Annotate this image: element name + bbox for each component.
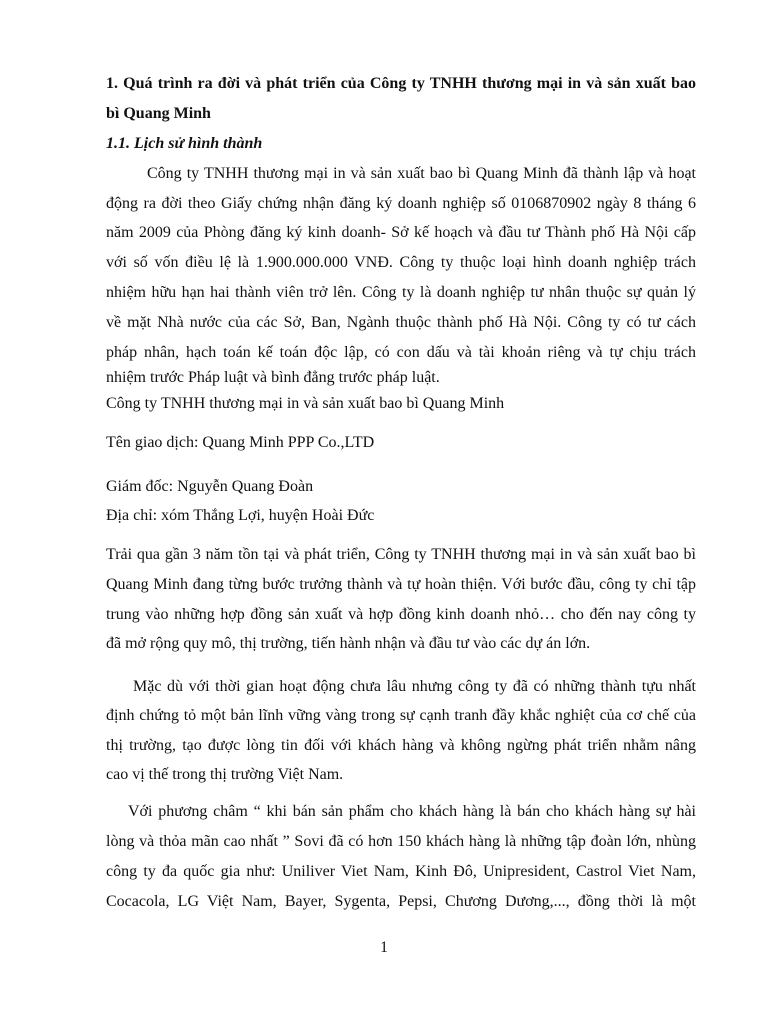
- para3-line-4: cao vị thế trong thị trường Việt Nam.: [106, 766, 344, 783]
- address: Địa chỉ: xóm Thắng Lợi, huyện Hoài Đức: [106, 507, 375, 524]
- para1-line-5: nhiệm hữu hạn hai thành viên trở lên. Công ty là doanh nghiệp tư nhân thuộc sự quản lý: [106, 284, 696, 301]
- para1-line-1: Công ty TNHH thương mại in và sản xuất bao bì Quang Minh đã thành lập và hoạt: [147, 165, 696, 182]
- para3-line-3: thị trường, tạo được lòng tin đối với khách hàng và không ngừng phát triển nhằm nâng: [106, 737, 696, 754]
- para2-line-3: trung vào những hợp đồng sản xuất và hợp đồng kinh doanh nhỏ… cho đến nay công ty: [106, 606, 696, 623]
- para2-line-4: đã mở rộng quy mô, thị trường, tiến hành nhận và đầu tư vào các dự án lớn.: [106, 635, 591, 652]
- trade-name: Tên giao dịch: Quang Minh PPP Co.,LTD: [106, 434, 375, 451]
- para1-line-7: pháp nhân, hạch toán kế toán độc lập, có con dấu và tài khoản riêng và tự chịu trách: [106, 344, 696, 361]
- para4-line-1: Với phương châm “ khi bán sản phẩm cho khách hàng là bán cho khách hàng sự hài: [128, 803, 696, 820]
- para1-line-2: động ra đời theo Giấy chứng nhận đăng ký doanh nghiệp số 0106870902 ngày 8 tháng 6: [106, 195, 696, 212]
- para4-line-2: lòng và thỏa mãn cao nhất ” Sovi đã có hơn 150 khách hàng là những tập đoàn lớn, nhùng: [106, 833, 696, 850]
- heading-line-2: bì Quang Minh: [106, 105, 211, 122]
- para1-line-6: về mặt Nhà nước của các Sở, Ban, Ngành thuộc thành phố Hà Nội. Công ty có tư cách: [106, 314, 696, 331]
- para2-line-1: Trải qua gần 3 năm tồn tại và phát triển, Công ty TNHH thương mại in và sản xuất bao bì: [106, 546, 696, 563]
- para3-line-2: định chứng tỏ một bản lĩnh vững vàng trong sự cạnh tranh đầy khắc nghiệt của cơ chế của: [106, 707, 696, 724]
- para4-line-3: công ty đa quốc gia như: Uniliver Viet Nam, Kinh Đô, Unipresident, Castrol Viet Nam,: [106, 863, 696, 880]
- para4-line-4: Cocacola, LG Việt Nam, Bayer, Sygenta, Pepsi, Chương Dương,..., đồng thời là một: [106, 893, 696, 910]
- para3-line-1: Mặc dù với thời gian hoạt động chưa lâu nhưng công ty đã có những thành tựu nhất: [133, 678, 696, 695]
- para1-line-3: năm 2009 của Phòng đăng ký kinh doanh- Sở kế hoạch và đầu tư Thành phố Hà Nội cấp: [106, 224, 696, 241]
- para1-line-4: với số vốn điều lệ là 1.900.000.000 VNĐ. Công ty thuộc loại hình doanh nghiệp trách: [106, 254, 696, 271]
- subheading: 1.1. Lịch sử hình thành: [106, 135, 263, 152]
- heading-line-1: 1. Quá trình ra đời và phát triển của Công ty TNHH thương mại in và sản xuất bao: [106, 75, 696, 92]
- page-number: 1: [380, 939, 388, 956]
- para1-line-8: nhiệm trước Pháp luật và bình đẳng trước pháp luật.: [106, 369, 440, 386]
- director: Giám đốc: Nguyễn Quang Đoàn: [106, 478, 314, 495]
- company-name: Công ty TNHH thương mại in và sản xuất bao bì Quang Minh: [106, 395, 505, 412]
- para2-line-2: Quang Minh đang từng bước trưởng thành và tự hoàn thiện. Với bước đầu, công ty chỉ tập: [106, 576, 696, 593]
